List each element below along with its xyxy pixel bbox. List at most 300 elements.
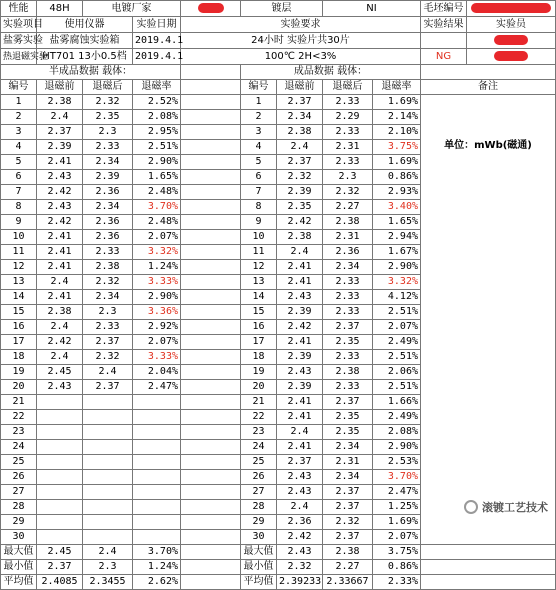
left-before-value: 2.38 [37, 95, 83, 110]
right-row-no: 16 [241, 320, 277, 335]
left-rate-value: 2.04% [133, 365, 181, 380]
left-before-value [37, 485, 83, 500]
right-row-no: 4 [241, 140, 277, 155]
note-cell [421, 575, 556, 590]
left-after-value: 2.39 [83, 170, 133, 185]
left-before-value [37, 410, 83, 425]
right-after-value: 2.37 [323, 530, 373, 545]
instrument-salt-spray: 盐雾腐蚀实验箱 [37, 33, 133, 49]
right-rate-value: 2.53% [373, 455, 421, 470]
left-row-no: 21 [1, 395, 37, 410]
spacer-cell [181, 425, 241, 440]
right-col-no: 编号 [241, 80, 277, 95]
left-row-no: 4 [1, 140, 37, 155]
spacer-cell [181, 440, 241, 455]
left-row-no: 9 [1, 215, 37, 230]
left-after-value: 2.37 [83, 335, 133, 350]
right-before-value: 2.34 [277, 110, 323, 125]
left-rate-value [133, 515, 181, 530]
right-row-no: 23 [241, 425, 277, 440]
left-after-value [83, 530, 133, 545]
right-rate-value: 2.51% [373, 350, 421, 365]
right-before-value: 2.39 [277, 350, 323, 365]
left-rate-value: 2.90% [133, 290, 181, 305]
spacer-cell [181, 200, 241, 215]
right-before-value: 2.4 [277, 245, 323, 260]
right-before-value: 2.38 [277, 230, 323, 245]
left-min-rate: 1.24% [133, 560, 181, 575]
left-before-value: 2.43 [37, 170, 83, 185]
spacer-cell [181, 395, 241, 410]
performance-value: 48H [37, 1, 83, 17]
left-max-before: 2.45 [37, 545, 83, 560]
right-after-value: 2.29 [323, 110, 373, 125]
left-row-no: 7 [1, 185, 37, 200]
left-max-rate: 3.70% [133, 545, 181, 560]
spacer-cell [181, 320, 241, 335]
left-rate-value: 2.07% [133, 335, 181, 350]
right-rate-value: 4.12% [373, 290, 421, 305]
watermark [461, 498, 551, 516]
left-min-label: 最小值 [1, 560, 37, 575]
right-row-no: 29 [241, 515, 277, 530]
left-row-no: 19 [1, 365, 37, 380]
table-row [1, 95, 556, 110]
right-rate-value: 2.07% [373, 320, 421, 335]
left-after-value: 2.33 [83, 320, 133, 335]
left-before-value [37, 425, 83, 440]
left-before-value [37, 470, 83, 485]
left-rate-value: 2.92% [133, 320, 181, 335]
right-row-no: 21 [241, 395, 277, 410]
right-before-value: 2.4 [277, 425, 323, 440]
right-after-value: 2.33 [323, 290, 373, 305]
right-after-value: 2.33 [323, 155, 373, 170]
left-after-value: 2.36 [83, 185, 133, 200]
left-rate-value: 3.36% [133, 305, 181, 320]
spacer-cell [181, 125, 241, 140]
right-avg-rate: 2.33% [373, 575, 421, 590]
right-row-no: 14 [241, 290, 277, 305]
left-rate-value: 2.95% [133, 125, 181, 140]
blank-no-value-redacted [467, 1, 556, 17]
left-max-label: 最大值 [1, 545, 37, 560]
left-before-value: 2.41 [37, 230, 83, 245]
left-row-no: 15 [1, 305, 37, 320]
column-header-row [1, 80, 556, 95]
left-col-rate: 退磁率 [133, 80, 181, 95]
left-before-value [37, 395, 83, 410]
left-row-no: 27 [1, 485, 37, 500]
right-row-no: 2 [241, 110, 277, 125]
spacer-cell [181, 365, 241, 380]
spacer-cell [181, 155, 241, 170]
left-after-value: 2.32 [83, 350, 133, 365]
right-before-value: 2.43 [277, 485, 323, 500]
right-after-value: 2.27 [323, 200, 373, 215]
summary-rows [1, 545, 556, 590]
left-avg-before: 2.4085 [37, 575, 83, 590]
right-before-value: 2.43 [277, 470, 323, 485]
right-avg-label: 平均值 [241, 575, 277, 590]
left-after-value [83, 515, 133, 530]
left-rate-value: 3.33% [133, 350, 181, 365]
right-rate-value: 1.66% [373, 395, 421, 410]
left-row-no: 23 [1, 425, 37, 440]
summary-row-avg [1, 575, 556, 590]
right-row-no: 8 [241, 200, 277, 215]
spacer-cell [181, 110, 241, 125]
project-thermal-demag: 热退磁实验 [1, 49, 37, 65]
left-row-no: 6 [1, 170, 37, 185]
left-before-value: 2.4 [37, 350, 83, 365]
left-before-value: 2.41 [37, 290, 83, 305]
left-before-value [37, 455, 83, 470]
right-rate-value: 3.40% [373, 200, 421, 215]
right-row-no: 19 [241, 365, 277, 380]
right-rate-value: 2.49% [373, 410, 421, 425]
left-rate-value: 1.24% [133, 260, 181, 275]
right-before-value: 2.38 [277, 125, 323, 140]
header-row-1 [1, 1, 556, 17]
left-row-no: 5 [1, 155, 37, 170]
right-before-value: 2.39 [277, 380, 323, 395]
coating-value: NI [323, 1, 421, 17]
right-after-value: 2.31 [323, 230, 373, 245]
right-after-value: 2.34 [323, 470, 373, 485]
right-after-value: 2.35 [323, 335, 373, 350]
data-rows [1, 95, 556, 545]
left-after-value [83, 395, 133, 410]
right-min-rate: 0.86% [373, 560, 421, 575]
spacer-cell [181, 500, 241, 515]
spacer-cell [181, 260, 241, 275]
right-rate-value: 3.70% [373, 470, 421, 485]
left-rate-value [133, 395, 181, 410]
instrument-label: 使用仪器 [37, 17, 133, 33]
right-row-no: 30 [241, 530, 277, 545]
spacer-cell [181, 410, 241, 425]
spacer-cell [181, 95, 241, 110]
right-rate-value: 1.67% [373, 245, 421, 260]
right-after-value: 2.33 [323, 95, 373, 110]
requirement-label: 实验要求 [181, 17, 421, 33]
project-salt-spray: 盐雾实验 [1, 33, 37, 49]
right-col-after: 退磁后 [323, 80, 373, 95]
left-row-no: 17 [1, 335, 37, 350]
left-rate-value [133, 455, 181, 470]
left-before-value: 2.42 [37, 335, 83, 350]
left-before-value: 2.43 [37, 380, 83, 395]
right-row-no: 3 [241, 125, 277, 140]
right-before-value: 2.39 [277, 305, 323, 320]
right-after-value: 2.37 [323, 485, 373, 500]
project-label: 实验项目 [1, 17, 37, 33]
right-min-after: 2.27 [323, 560, 373, 575]
left-before-value: 2.41 [37, 155, 83, 170]
right-before-value: 2.41 [277, 410, 323, 425]
result-label: 实验结果 [421, 17, 467, 33]
right-rate-value: 2.51% [373, 380, 421, 395]
right-before-value: 2.4 [277, 500, 323, 515]
left-before-value: 2.4 [37, 320, 83, 335]
left-row-no: 8 [1, 200, 37, 215]
right-before-value: 2.42 [277, 530, 323, 545]
left-before-value: 2.42 [37, 215, 83, 230]
left-rate-value: 3.70% [133, 200, 181, 215]
left-before-value [37, 515, 83, 530]
left-row-no: 10 [1, 230, 37, 245]
left-after-value: 2.32 [83, 95, 133, 110]
right-before-value: 2.37 [277, 155, 323, 170]
left-after-value: 2.32 [83, 275, 133, 290]
right-rate-value: 2.07% [373, 530, 421, 545]
left-rate-value: 2.52% [133, 95, 181, 110]
right-rate-value: 2.93% [373, 185, 421, 200]
right-rate-value: 2.51% [373, 305, 421, 320]
right-row-no: 9 [241, 215, 277, 230]
right-row-no: 11 [241, 245, 277, 260]
left-after-value [83, 425, 133, 440]
summary-row-min [1, 560, 556, 575]
header-row-3 [1, 33, 556, 49]
right-rate-value: 3.75% [373, 140, 421, 155]
right-after-value: 2.33 [323, 350, 373, 365]
left-before-value: 2.37 [37, 125, 83, 140]
left-row-no: 12 [1, 260, 37, 275]
right-before-value: 2.37 [277, 455, 323, 470]
plater-value-redacted [181, 1, 241, 17]
right-row-no: 17 [241, 335, 277, 350]
right-after-value: 2.33 [323, 275, 373, 290]
header-row-2 [1, 17, 556, 33]
right-row-no: 22 [241, 410, 277, 425]
left-col-before: 退磁前 [37, 80, 83, 95]
spacer-cell [181, 230, 241, 245]
wechat-icon [464, 500, 478, 514]
right-after-value: 2.35 [323, 425, 373, 440]
left-row-no: 3 [1, 125, 37, 140]
spacer-cell [181, 380, 241, 395]
left-row-no: 26 [1, 470, 37, 485]
left-row-no: 30 [1, 530, 37, 545]
right-after-value: 2.33 [323, 380, 373, 395]
left-rate-value [133, 470, 181, 485]
left-row-no: 1 [1, 95, 37, 110]
right-row-no: 28 [241, 500, 277, 515]
left-avg-label: 平均值 [1, 575, 37, 590]
left-rate-value: 3.33% [133, 275, 181, 290]
note-col: 备注 [421, 80, 556, 95]
left-before-value: 2.41 [37, 260, 83, 275]
left-after-value: 2.4 [83, 365, 133, 380]
spacer-cell [181, 515, 241, 530]
left-before-value: 2.45 [37, 365, 83, 380]
right-rate-value: 1.69% [373, 515, 421, 530]
left-avg-rate: 2.62% [133, 575, 181, 590]
right-after-value: 2.33 [323, 125, 373, 140]
left-before-value: 2.38 [37, 305, 83, 320]
right-min-before: 2.32 [277, 560, 323, 575]
right-row-no: 1 [241, 95, 277, 110]
right-after-value: 2.33 [323, 305, 373, 320]
spacer-cell [181, 350, 241, 365]
summary-row-max [1, 545, 556, 560]
left-rate-value: 2.48% [133, 185, 181, 200]
date-label: 实验日期 [133, 17, 181, 33]
right-before-value: 2.41 [277, 260, 323, 275]
spacer-cell [181, 545, 241, 560]
left-after-value [83, 470, 133, 485]
right-before-value: 2.43 [277, 365, 323, 380]
right-row-no: 18 [241, 350, 277, 365]
left-rate-value: 2.90% [133, 155, 181, 170]
spacer-cell [181, 560, 241, 575]
right-rate-value: 1.69% [373, 155, 421, 170]
right-row-no: 26 [241, 470, 277, 485]
right-rate-value: 2.90% [373, 260, 421, 275]
right-after-value: 2.37 [323, 395, 373, 410]
operator-salt-spray-redacted [467, 33, 556, 49]
left-before-value: 2.39 [37, 140, 83, 155]
spacer-cell [181, 290, 241, 305]
left-row-no: 28 [1, 500, 37, 515]
left-rate-value: 2.07% [133, 230, 181, 245]
right-after-value: 2.32 [323, 185, 373, 200]
left-rate-value: 2.51% [133, 140, 181, 155]
left-after-value: 2.37 [83, 380, 133, 395]
left-rate-value: 3.32% [133, 245, 181, 260]
right-before-value: 2.35 [277, 200, 323, 215]
left-row-no: 14 [1, 290, 37, 305]
left-col-no: 编号 [1, 80, 37, 95]
left-after-value: 2.36 [83, 230, 133, 245]
left-min-after: 2.3 [83, 560, 133, 575]
left-row-no: 18 [1, 350, 37, 365]
left-rate-value: 2.08% [133, 110, 181, 125]
right-before-value: 2.36 [277, 515, 323, 530]
performance-label: 性能 [1, 1, 37, 17]
right-row-no: 24 [241, 440, 277, 455]
right-rate-value: 1.25% [373, 500, 421, 515]
spacer-cell [181, 185, 241, 200]
right-col-rate: 退磁率 [373, 80, 421, 95]
right-row-no: 27 [241, 485, 277, 500]
left-after-value [83, 440, 133, 455]
left-before-value: 2.43 [37, 200, 83, 215]
spacer-cell [181, 305, 241, 320]
right-rate-value: 2.08% [373, 425, 421, 440]
left-rate-value: 1.65% [133, 170, 181, 185]
unit-note: 单位：mWb(磁通) [444, 140, 532, 151]
header-row-4 [1, 49, 556, 65]
left-row-no: 20 [1, 380, 37, 395]
right-rate-value: 1.69% [373, 95, 421, 110]
left-rate-value [133, 425, 181, 440]
right-after-value: 2.32 [323, 515, 373, 530]
section-title-row [1, 65, 556, 80]
right-rate-value: 2.94% [373, 230, 421, 245]
right-after-value: 2.37 [323, 320, 373, 335]
right-avg-after: 2.33667 [323, 575, 373, 590]
spacer-cell [181, 470, 241, 485]
instrument-thermal-demag: HT701 13小0.5档 [37, 49, 133, 65]
left-before-value [37, 500, 83, 515]
right-max-before: 2.43 [277, 545, 323, 560]
left-avg-after: 2.3455 [83, 575, 133, 590]
date-thermal-demag: 2019.4.1 [133, 49, 181, 65]
right-rate-value: 2.49% [373, 335, 421, 350]
left-after-value: 2.35 [83, 110, 133, 125]
left-after-value [83, 500, 133, 515]
requirement-thermal-demag: 100℃ 2H<3% [181, 49, 421, 65]
left-row-no: 13 [1, 275, 37, 290]
right-rate-value: 2.47% [373, 485, 421, 500]
spacer-cell [181, 455, 241, 470]
right-row-no: 13 [241, 275, 277, 290]
right-after-value: 2.38 [323, 215, 373, 230]
left-rate-value: 2.48% [133, 215, 181, 230]
left-after-value: 2.3 [83, 305, 133, 320]
spacer-cell [181, 170, 241, 185]
left-max-after: 2.4 [83, 545, 133, 560]
right-rate-value: 3.32% [373, 275, 421, 290]
operator-thermal-demag-redacted [467, 49, 556, 65]
right-after-value: 2.31 [323, 140, 373, 155]
left-before-value [37, 530, 83, 545]
spacer-cell [181, 335, 241, 350]
spacer-cell [181, 80, 241, 95]
right-after-value: 2.35 [323, 410, 373, 425]
note-cell [421, 560, 556, 575]
plater-label: 电镀厂家 [83, 1, 181, 17]
date-salt-spray: 2019.4.1 [133, 33, 181, 49]
left-before-value [37, 440, 83, 455]
right-col-before: 退磁前 [277, 80, 323, 95]
right-before-value: 2.43 [277, 290, 323, 305]
right-after-value: 2.36 [323, 245, 373, 260]
right-before-value: 2.37 [277, 95, 323, 110]
right-rate-value: 1.65% [373, 215, 421, 230]
left-after-value: 2.34 [83, 290, 133, 305]
result-thermal-demag: NG [421, 49, 467, 65]
note-cell [421, 545, 556, 560]
requirement-salt-spray: 24小时 实验片共30片 [181, 33, 421, 49]
left-after-value: 2.34 [83, 200, 133, 215]
spacer-cell [181, 530, 241, 545]
left-row-no: 11 [1, 245, 37, 260]
left-before-value: 2.4 [37, 275, 83, 290]
left-row-no: 29 [1, 515, 37, 530]
left-rate-value: 2.47% [133, 380, 181, 395]
left-before-value: 2.42 [37, 185, 83, 200]
right-after-value: 2.34 [323, 440, 373, 455]
spacer-cell [181, 65, 241, 80]
notes-title-blank [421, 65, 556, 80]
right-rate-value: 2.90% [373, 440, 421, 455]
left-after-value: 2.33 [83, 140, 133, 155]
right-row-no: 20 [241, 380, 277, 395]
right-before-value: 2.41 [277, 275, 323, 290]
right-after-value: 2.37 [323, 500, 373, 515]
right-before-value: 2.32 [277, 170, 323, 185]
spacer-cell [181, 575, 241, 590]
right-avg-before: 2.39233 [277, 575, 323, 590]
right-row-no: 6 [241, 170, 277, 185]
right-max-rate: 3.75% [373, 545, 421, 560]
right-before-value: 2.42 [277, 215, 323, 230]
right-before-value: 2.39 [277, 185, 323, 200]
